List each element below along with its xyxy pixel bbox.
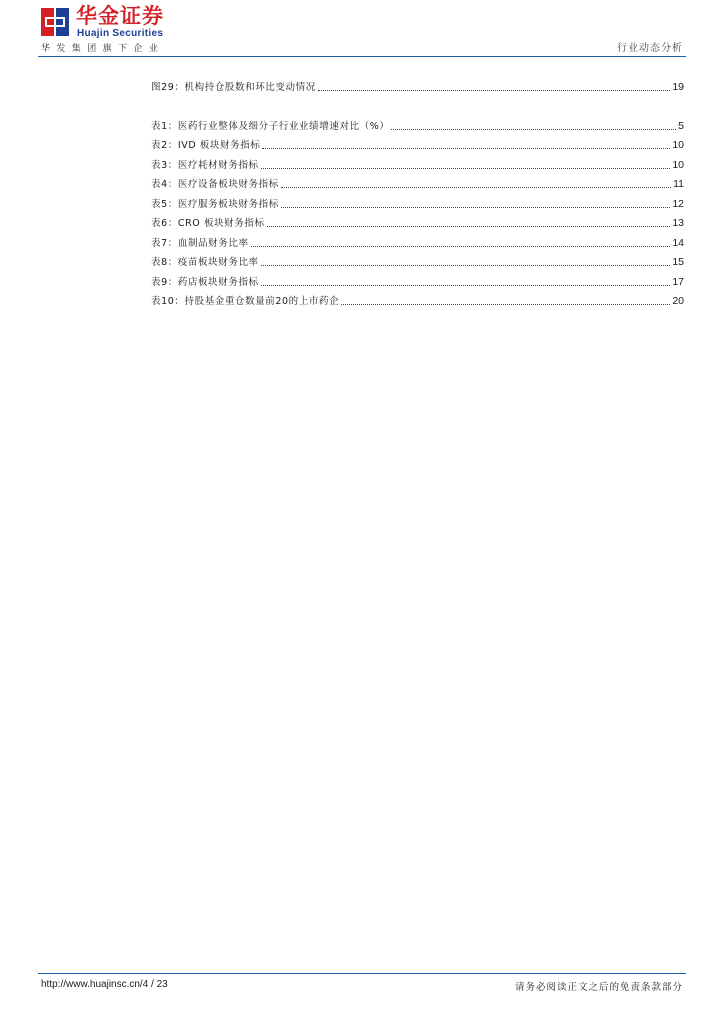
toc-leader-dots — [261, 168, 671, 169]
toc-entry-page: 13 — [672, 217, 684, 229]
header-rule — [38, 56, 686, 57]
toc-entry-label: 表6：CRO 板块财务指标 — [151, 218, 265, 229]
toc-entry-page: 17 — [672, 276, 684, 288]
toc-leader-dots — [281, 207, 670, 208]
toc-entry-figure-29[interactable] — [151, 80, 684, 94]
toc-entry-table-9[interactable] — [151, 275, 684, 289]
toc-entry-table-4[interactable] — [151, 177, 684, 191]
toc-entry-page: 14 — [672, 237, 684, 249]
toc-entry-table-3[interactable] — [151, 158, 684, 172]
toc-entry-page: 11 — [673, 178, 684, 190]
toc-entry-table-8[interactable] — [151, 255, 684, 269]
disclaimer-note: 请务必阅读正文之后的免责条款部分 — [514, 982, 683, 993]
toc-entry-label: 表3：医疗耗材财务指标 — [151, 160, 259, 171]
toc-entry-table-5[interactable] — [151, 197, 684, 211]
toc-entry-table-2[interactable] — [151, 138, 684, 152]
toc-entry-page: 20 — [672, 295, 684, 307]
huajin-logo-icon — [41, 8, 69, 36]
toc-entry-label: 表9：药店板块财务指标 — [151, 277, 259, 288]
toc-entry-page: 12 — [672, 198, 684, 210]
footer-rule — [38, 973, 686, 974]
toc-entry-label: 表10：持股基金重仓数量前20的上市药企 — [151, 296, 340, 307]
toc-leader-dots — [262, 148, 670, 149]
toc-entry-page: 10 — [672, 159, 684, 171]
toc-leader-dots — [251, 246, 671, 247]
report-type: 行业动态分析 — [617, 43, 683, 54]
toc-entry-label: 表1：医药行业整体及细分子行业业绩增速对比（%） — [151, 121, 390, 132]
toc-leader-dots — [318, 90, 671, 91]
toc-entry-label: 表4：医疗设备板块财务指标 — [151, 179, 279, 190]
toc-entry-label: 表2：IVD 板块财务指标 — [151, 140, 261, 151]
logo-name-en: Huajin Securities — [77, 28, 164, 39]
toc-entry-label: 表7：血制品财务比率 — [151, 238, 249, 249]
toc-entry-page: 19 — [672, 81, 684, 93]
toc-leader-dots — [281, 187, 671, 188]
toc-entry-label: 图29：机构持仓股数和环比变动情况 — [151, 82, 316, 93]
toc-entry-page: 15 — [672, 256, 684, 268]
footer-url-link[interactable]: http://www.huajinsc.cn/4 / 23 — [41, 979, 168, 990]
toc-entry-table-1[interactable] — [151, 119, 684, 133]
toc-leader-dots — [391, 129, 676, 130]
toc-leader-dots — [261, 265, 671, 266]
toc-leader-dots — [341, 304, 670, 305]
toc-entry-table-6[interactable] — [151, 216, 684, 230]
toc-leader-dots — [261, 285, 671, 286]
company-subtitle: 华发集团旗下企业 — [41, 44, 165, 54]
toc-leader-dots — [267, 226, 671, 227]
toc-entry-label: 表5：医疗服务板块财务指标 — [151, 199, 279, 210]
toc-entry-page: 5 — [678, 120, 684, 132]
toc-entry-label: 表8：疫苗板块财务比率 — [151, 257, 259, 268]
toc-entry-page: 10 — [672, 139, 684, 151]
logo-name-cn: 华金证券 — [76, 4, 164, 28]
toc-entry-table-10[interactable] — [151, 294, 684, 308]
toc-entry-table-7[interactable] — [151, 236, 684, 250]
